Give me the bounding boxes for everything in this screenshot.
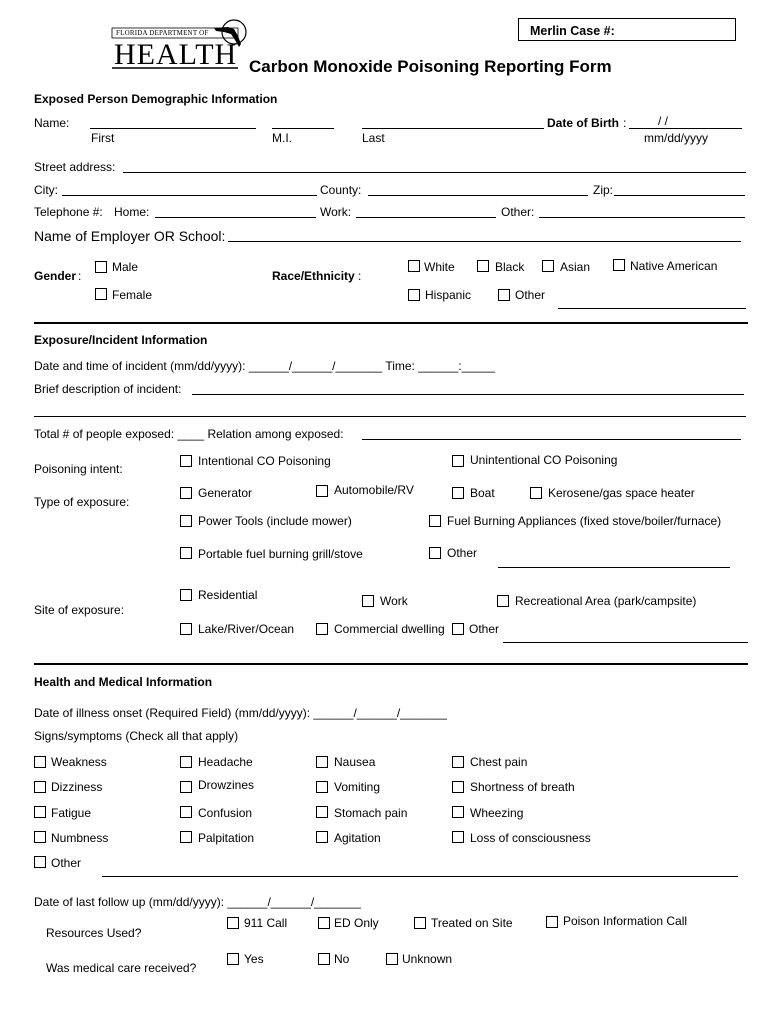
fatigue-checkbox[interactable] (34, 806, 46, 818)
demographics-heading: Exposed Person Demographic Information (34, 92, 278, 106)
race-colon: : (358, 269, 362, 283)
section-divider (34, 663, 748, 665)
vomiting-label: Vomiting (334, 780, 381, 794)
generator-checkbox[interactable] (180, 487, 192, 499)
other-phone-label: Other: (501, 205, 535, 219)
race-label: Race/Ethnicity (272, 269, 355, 283)
shortness-of-breath-checkbox[interactable] (452, 781, 464, 793)
site-other-checkbox[interactable] (452, 623, 464, 635)
symptom-other-label: Other (51, 856, 82, 870)
employer-label: Name of Employer OR School: (34, 228, 226, 244)
type-other-label: Other (447, 546, 478, 560)
black-label: Black (495, 260, 525, 274)
recreational-label: Recreational Area (park/campsite) (515, 594, 697, 608)
female-label: Female (112, 288, 153, 302)
commercial-label: Commercial dwelling (334, 622, 445, 636)
chest-pain-checkbox[interactable] (452, 756, 464, 768)
race-other-checkbox[interactable] (498, 289, 510, 301)
dizziness-label: Dizziness (51, 780, 103, 794)
form-title: Carbon Monoxide Poisoning Reporting Form (249, 57, 612, 76)
type-other-checkbox[interactable] (429, 547, 441, 559)
recreational-checkbox[interactable] (497, 595, 509, 607)
weakness-label: Weakness (51, 755, 107, 769)
street-label: Street address: (34, 160, 116, 174)
symptom-other-checkbox[interactable] (34, 856, 46, 868)
wheezing-label: Wheezing (470, 806, 524, 820)
call-911-label: 911 Call (244, 916, 288, 930)
dob-field[interactable] (629, 128, 742, 129)
zip-field[interactable] (614, 195, 745, 196)
work-phone-label: Work: (320, 205, 352, 219)
commercial-checkbox[interactable] (316, 623, 328, 635)
mi-caption: M.I. (272, 131, 292, 145)
kerosene-checkbox[interactable] (530, 487, 542, 499)
call-911-checkbox[interactable] (227, 917, 239, 929)
middle-initial-field[interactable] (272, 128, 334, 129)
site-other-field[interactable] (503, 642, 748, 643)
care-yes-label: Yes (244, 952, 264, 966)
incident-date-time[interactable]: Date and time of incident (mm/dd/yyyy): ______/______/_______ Time: ______:_____ (34, 359, 495, 373)
poison-info-call-label: Poison Information Call (563, 914, 688, 928)
logo-title: HEALTH (114, 38, 238, 71)
dob-slashes: / / (658, 114, 669, 128)
logo (110, 18, 248, 74)
brief-description-field[interactable] (192, 394, 744, 395)
intentional-label: Intentional CO Poisoning (198, 454, 331, 468)
agitation-label: Agitation (334, 831, 381, 845)
health-heading: Health and Medical Information (34, 675, 213, 689)
dizziness-checkbox[interactable] (34, 781, 46, 793)
treated-on-site-label: Treated on Site (431, 916, 513, 930)
medical-care-label: Was medical care received? (46, 961, 197, 975)
employer-field[interactable] (228, 241, 741, 242)
lake-checkbox[interactable] (180, 623, 192, 635)
first-caption: First (91, 131, 115, 145)
white-checkbox[interactable] (408, 260, 420, 272)
chest-pain-label: Chest pain (470, 755, 528, 769)
nausea-label: Nausea (334, 755, 376, 769)
weakness-checkbox[interactable] (34, 756, 46, 768)
city-label: City: (34, 183, 58, 197)
agitation-checkbox[interactable] (316, 831, 328, 843)
numbness-checkbox[interactable] (34, 831, 46, 843)
county-label: County: (320, 183, 362, 197)
street-field[interactable] (123, 172, 746, 173)
loss-of-consciousness-checkbox[interactable] (452, 831, 464, 843)
dob-label: Date of Birth (547, 116, 619, 130)
residential-label: Residential (198, 588, 258, 602)
portable-grill-checkbox[interactable] (180, 547, 192, 559)
treated-on-site-checkbox[interactable] (414, 917, 426, 929)
drowzines-checkbox[interactable] (180, 781, 192, 793)
symptom-other-field[interactable] (102, 876, 738, 877)
native-american-label: Native American (630, 259, 718, 273)
native-american-checkbox[interactable] (613, 259, 625, 271)
stomach-pain-checkbox[interactable] (316, 806, 328, 818)
intentional-checkbox[interactable] (180, 455, 192, 467)
asian-checkbox[interactable] (542, 260, 554, 272)
power-tools-checkbox[interactable] (180, 515, 192, 527)
home-phone-label: Home: (114, 205, 150, 219)
poisoning-intent-label: Poisoning intent: (34, 462, 123, 476)
last-caption: Last (362, 131, 385, 145)
nausea-checkbox[interactable] (316, 756, 328, 768)
fuel-appliances-checkbox[interactable] (429, 515, 441, 527)
site-work-label: Work (380, 594, 408, 608)
shortness-of-breath-label: Shortness of breath (470, 780, 575, 794)
care-no-label: No (334, 952, 350, 966)
female-checkbox[interactable] (95, 288, 107, 300)
exposure-heading: Exposure/Incident Information (34, 333, 208, 347)
care-no-checkbox[interactable] (318, 953, 330, 965)
palpitation-checkbox[interactable] (180, 831, 192, 843)
kerosene-label: Kerosene/gas space heater (548, 486, 695, 500)
hispanic-label: Hispanic (425, 288, 472, 302)
type-other-field[interactable] (498, 567, 730, 568)
stomach-pain-label: Stomach pain (334, 806, 408, 820)
care-unknown-checkbox[interactable] (386, 953, 398, 965)
unintentional-checkbox[interactable] (452, 455, 464, 467)
care-yes-checkbox[interactable] (227, 953, 239, 965)
gender-colon: : (78, 269, 82, 283)
gender-label: Gender (34, 269, 77, 283)
type-of-exposure-label: Type of exposure: (34, 495, 130, 509)
zip-label: Zip: (593, 183, 614, 197)
loss-of-consciousness-label: Loss of consciousness (470, 831, 591, 845)
ed-only-label: ED Only (334, 916, 379, 930)
wheezing-checkbox[interactable] (452, 806, 464, 818)
automobile-label: Automobile/RV (334, 483, 414, 497)
county-field[interactable] (368, 195, 588, 196)
headache-checkbox[interactable] (180, 756, 192, 768)
unintentional-label: Unintentional CO Poisoning (470, 453, 618, 467)
signs-symptoms-label: Signs/symptoms (Check all that apply) (34, 729, 239, 743)
headache-label: Headache (198, 755, 253, 769)
dob-format-caption: mm/dd/yyyy (644, 131, 709, 145)
race-other-label: Other (515, 288, 546, 302)
male-checkbox[interactable] (95, 261, 107, 273)
logo-subtitle: FLORIDA DEPARTMENT OF (116, 29, 209, 37)
site-other-label: Other (469, 622, 500, 636)
hispanic-checkbox[interactable] (408, 289, 420, 301)
power-tools-label: Power Tools (include mower) (198, 514, 352, 528)
lake-label: Lake/River/Ocean (198, 622, 295, 636)
work-phone-field[interactable] (356, 217, 496, 218)
boat-label: Boat (470, 486, 495, 500)
telephone-label: Telephone #: (34, 205, 103, 219)
resources-used-label: Resources Used? (46, 926, 142, 940)
case-number-box[interactable] (518, 18, 736, 41)
drowzines-label: Drowzines (198, 778, 255, 792)
ed-only-checkbox[interactable] (318, 917, 330, 929)
fuel-appliances-label: Fuel Burning Appliances (fixed stove/boiler/furnace) (447, 514, 722, 528)
city-field[interactable] (62, 195, 317, 196)
generator-label: Generator (198, 486, 253, 500)
dob-colon: : (623, 116, 627, 130)
section-divider (34, 322, 748, 324)
fatigue-label: Fatigue (51, 806, 92, 820)
residential-checkbox[interactable] (180, 589, 192, 601)
relation-field[interactable] (362, 439, 741, 440)
brief-description-field-2[interactable] (34, 416, 746, 417)
case-number-label: Merlin Case #: (530, 24, 615, 38)
other-phone-field[interactable] (539, 217, 745, 218)
vomiting-checkbox[interactable] (316, 781, 328, 793)
boat-checkbox[interactable] (452, 487, 464, 499)
race-other-field[interactable] (558, 308, 746, 309)
last-name-field[interactable] (362, 128, 544, 129)
numbness-label: Numbness (51, 831, 109, 845)
home-phone-field[interactable] (155, 217, 316, 218)
site-work-checkbox[interactable] (362, 595, 374, 607)
confusion-label: Confusion (198, 806, 253, 820)
illness-onset[interactable]: Date of illness onset (Required Field) (mm/dd/yyyy): ______/______/_______ (34, 706, 447, 720)
poison-info-call-checkbox[interactable] (546, 916, 558, 928)
last-followup[interactable]: Date of last follow up (mm/dd/yyyy): ______/______/_______ (34, 895, 361, 909)
automobile-checkbox[interactable] (316, 485, 328, 497)
palpitation-label: Palpitation (198, 831, 255, 845)
brief-description-label: Brief description of incident: (34, 382, 182, 396)
site-of-exposure-label: Site of exposure: (34, 603, 125, 617)
portable-grill-label: Portable fuel burning grill/stove (198, 547, 363, 561)
male-label: Male (112, 260, 139, 274)
total-exposed-label: Total # of people exposed: ____ Relation among exposed: (34, 427, 344, 441)
care-unknown-label: Unknown (402, 952, 453, 966)
black-checkbox[interactable] (477, 260, 489, 272)
confusion-checkbox[interactable] (180, 806, 192, 818)
first-name-field[interactable] (90, 128, 256, 129)
white-label: White (424, 260, 455, 274)
asian-label: Asian (560, 260, 591, 274)
name-label: Name: (34, 116, 70, 130)
